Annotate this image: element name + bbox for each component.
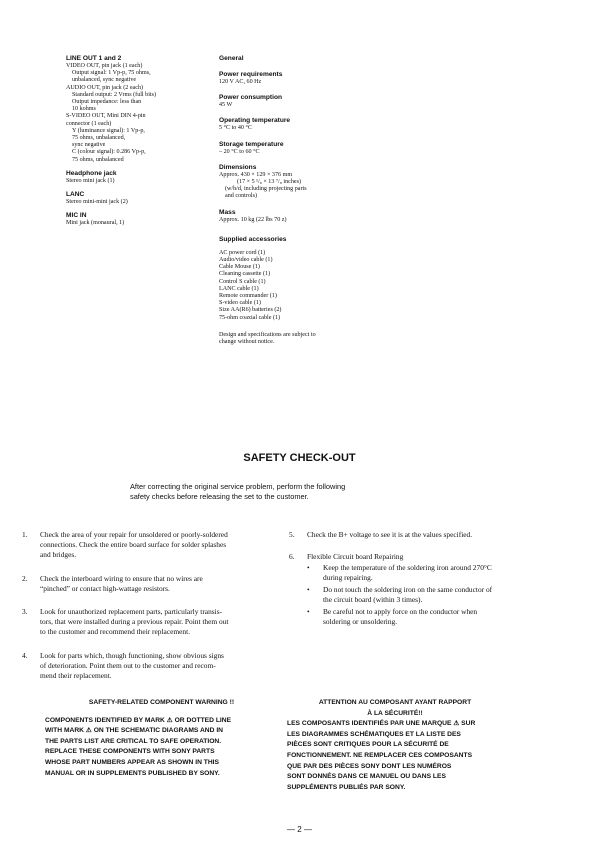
item-line: connections. Check the entire board surface for solder splashes [40, 539, 227, 549]
item-number: 4. [22, 651, 28, 660]
item-line: “pinched” or contact high-wattage resistors. [40, 583, 170, 593]
item-line: to the customer and recommend their replacement. [40, 626, 191, 636]
spec-note: Design and specifications are subject to [219, 331, 316, 338]
spec-line: Output impedance: less than [72, 99, 142, 106]
warning-line: LES DIAGRAMMES SCHÉMATIQUES ET LA LISTE DES [287, 730, 461, 738]
spec-line: (17 × 5 ¹/₈ × 13 ⁷/₈ inches) [237, 179, 301, 186]
item-line: and bridges. [40, 549, 77, 559]
warning-line: MANUAL OR IN SUPPLEMENTS PUBLISHED BY SONY. [45, 769, 220, 777]
safety-warning-french [287, 698, 503, 793]
intro-line: After correcting the original service problem, perform the following [130, 482, 346, 491]
item-number: 6. [289, 552, 295, 561]
lanc-heading: LANC [66, 191, 85, 199]
spec-line: – 20 °C to 60 °C [219, 148, 260, 155]
spec-line: 10 kohms [72, 106, 96, 113]
accessory-item: LANC cable (1) [219, 285, 259, 292]
warning-line: SUPPLÉMENTS PUBLIÉS PAR SONY. [287, 783, 406, 791]
bullet-line: during repairing. [323, 572, 373, 582]
warning-title: À LA SÉCURITÉ!! [367, 709, 423, 717]
item-line: Check the area of your repair for unsoldered or poorly-soldered [40, 530, 228, 539]
item-line: Look for unauthorized replacement parts, particularly transis- [40, 607, 223, 616]
specs-left-column [66, 55, 216, 227]
power-requirements-heading: Power requirements [219, 71, 283, 78]
specs-right-column [219, 55, 384, 346]
accessory-item: Remote commander (1) [219, 293, 277, 300]
warning-line: THE PARTS LIST ARE CRITICAL TO SAFE OPERATION. [45, 737, 222, 745]
spec-line: sync negative [72, 142, 106, 149]
warning-line: FONCTIONNEMENT. NE REMPLACER CES COMPOSANTS [287, 751, 473, 759]
bullet-icon: • [307, 585, 310, 594]
warning-line: SONT DONNÉS DANS CE MANUEL OU DANS LES [287, 773, 446, 781]
spec-line: Mini jack (monaural, 1) [66, 220, 125, 227]
item-line: of deterioration. Point them out to the customer and recom- [40, 660, 216, 670]
item-number: 2. [22, 574, 28, 583]
warning-line: REPLACE THESE COMPONENTS WITH SONY PARTS [45, 748, 215, 756]
mic-heading: MIC IN [66, 212, 87, 220]
spec-line: Stereo mini-mini jack (2) [66, 199, 128, 206]
accessory-item: S-video cable (1) [219, 300, 261, 307]
safety-intro [130, 482, 430, 502]
accessory-item: Cable Mouse (1) [219, 264, 260, 271]
spec-line: 75 ohms, unbalanced [72, 156, 124, 163]
spec-line: 120 V AC, 60 Hz [219, 79, 262, 85]
spec-note: change without notice. [219, 339, 275, 346]
spec-line: Approx. 430 × 129 × 376 mm [219, 171, 293, 178]
item-line: mend their replacement. [40, 670, 112, 680]
warning-line: COMPONENTS IDENTIFIED BY MARK ⚠ OR DOTTED LINE [45, 716, 232, 724]
spec-line: C (colour signal): 0.286 Vp-p, [72, 149, 146, 156]
accessory-item: 75-ohm coaxial cable (1) [219, 314, 281, 321]
accessories-heading: Supplied accessories [219, 235, 287, 243]
warning-line: LES COMPOSANTS IDENTIFIÉS PAR UNE MARQUE ⚠ SUR [287, 720, 476, 728]
intro-line: safety checks before releasing the set to the customer. [130, 492, 309, 501]
accessory-item: Control S cable (1) [219, 278, 266, 285]
spec-line: Y (luminance signal): 1 Vp-p, [72, 127, 145, 134]
spec-line: S-VIDEO OUT, Mini DIN 4-pin [66, 113, 146, 120]
page-number: — 2 — [287, 825, 312, 834]
spec-line: and controls) [225, 193, 257, 200]
spec-line: (w/h/d, including projecting parts [225, 186, 307, 193]
item-number: 3. [22, 607, 28, 616]
spec-line: unbalanced, sync negative [72, 77, 137, 84]
bullet-icon: • [307, 563, 310, 572]
operating-temperature-heading: Operating temperature [219, 117, 291, 125]
spec-line: 75 ohms, unbalanced, [72, 135, 126, 142]
bullet-line: Do not touch the soldering iron on the same conductor of [323, 585, 493, 594]
warning-title: ATTENTION AU COMPOSANT AYANT RAPPORT [318, 699, 472, 706]
mass-heading: Mass [219, 208, 236, 216]
spec-line: VIDEO OUT, pin jack (1 each) [66, 63, 143, 69]
item-number: 5. [289, 530, 295, 539]
bullet-line: the circuit board (within 3 times). [323, 594, 423, 604]
warning-title: SAFETY-RELATED COMPONENT WARNING !! [88, 699, 235, 706]
headphone-heading: Headphone jack [66, 169, 117, 177]
spec-line: AUDIO OUT, pin jack (2 each) [66, 84, 144, 91]
dimensions-heading: Dimensions [219, 163, 257, 171]
spec-line: 45 W [219, 102, 233, 109]
spec-line: 5 °C to 40 °C [219, 125, 252, 132]
spec-line: Approx. 10 kg (22 lbs 70 z) [219, 216, 287, 223]
accessory-item: Audio/video cable (1) [219, 257, 273, 264]
item-line: Check the B+ voltage to see it is at the values specified. [307, 530, 473, 539]
spec-line: Output signal: 1 Vp-p, 75 ohms, [72, 70, 151, 77]
spec-line: connector (1 each) [66, 120, 112, 127]
general-heading: General [219, 55, 244, 62]
storage-temperature-heading: Storage temperature [219, 140, 284, 148]
item-number: 1. [22, 530, 28, 539]
item-line: Look for parts which, though functioning, show obvious signs [40, 651, 224, 660]
item-line: Check the interboard wiring to ensure that no wires are [40, 574, 203, 583]
line-out-heading: LINE OUT 1 and 2 [66, 55, 122, 62]
warning-line: QUE PAR DES PIÈCES SONY DONT LES NUMÉROS [287, 762, 452, 770]
spec-line: Standard output: 2 Vrms (full bits) [72, 91, 156, 98]
safety-warning-english [45, 698, 278, 779]
safety-title: SAFETY CHECK-OUT [243, 452, 356, 464]
bullet-line: Keep the temperature of the soldering iron around 270°C [323, 563, 492, 572]
bullet-icon: • [307, 607, 310, 616]
accessory-item: Cleaning cassette (1) [219, 271, 271, 278]
spec-line: Stereo mini jack (1) [66, 177, 115, 184]
accessory-item: AC power cord (1) [219, 249, 266, 256]
warning-line: WITH MARK ⚠ ON THE SCHEMATIC DIAGRAMS AND IN [45, 727, 224, 735]
bullet-line: soldering or unsoldering. [323, 616, 398, 626]
warning-line: PIÈCES SONT CRITIQUES POUR LA SÉCURITÉ DE [287, 741, 449, 749]
warning-line: WHOSE PART NUMBERS APPEAR AS SHOWN IN THIS [45, 758, 220, 766]
bullet-line: Be careful not to apply force on the conductor when [323, 607, 478, 616]
accessory-item: Size AA(R6) batteries (2) [219, 307, 282, 314]
power-consumption-heading: Power consumption [219, 94, 283, 102]
item-line: tors, that were installed during a previous repair. Point them out [40, 616, 229, 626]
item-line: Flexible Circuit board Repairing [307, 552, 404, 561]
